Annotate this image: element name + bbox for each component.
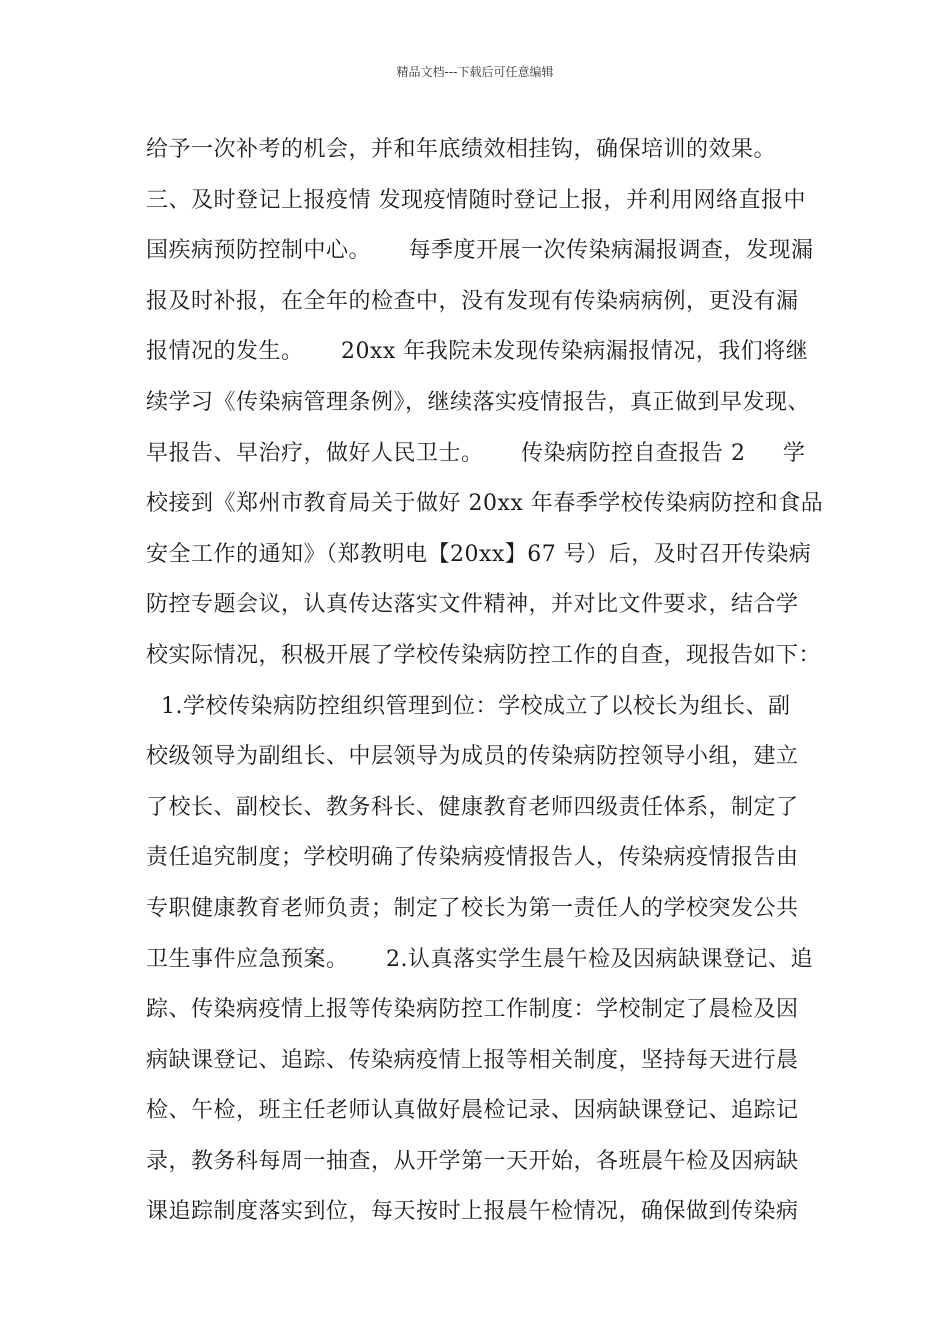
text-line: 三、及时登记上报疫情 发现疫情随时登记上报，并利用网络直报中 <box>146 187 806 213</box>
text-line: 责任追究制度；学校明确了传染病疫情报告人，传染病疫情报告由 <box>146 845 799 871</box>
text-line: 校接到《郑州市教育局关于做好 20xx 年春季学校传染病防控和食品 <box>146 491 824 517</box>
text-line: 防控专题会议，认真传达落实文件精神，并对比文件要求，结合学 <box>146 592 799 618</box>
text-line: 检、午检，班主任老师认真做好晨检记录、因病缺课登记、追踪记 <box>146 1098 799 1124</box>
document-body <box>146 125 826 1238</box>
page-header: 精品文档---下载后可任意编辑 <box>396 65 554 79</box>
text-line: 续学习《传染病管理条例》，继续落实疫情报告，真正做到早发现、 <box>146 389 811 415</box>
text-line: 了校长、副校长、教务科长、健康教育老师四级责任体系，制定了 <box>146 794 799 820</box>
text-line: 专职健康教育老师负责；制定了校长为第一责任人的学校突发公共 <box>146 895 799 921</box>
text-line: 给予一次补考的机会，并和年底绩效相挂钩，确保培训的效果。 <box>146 137 777 162</box>
text-line: 报情况的发生。 20xx 年我院未发现传染病漏报情况，我们将继 <box>146 339 809 365</box>
text-line: 早报告、早治疗，做好人民卫士。 传染病防控自查报告 2 学 <box>146 440 806 466</box>
text-line: 录，教务科每周一抽查，从开学第一天开始，各班晨午检及因病缺 <box>146 1148 799 1174</box>
text-line: 校级领导为副组长、中层领导为成员的传染病防控领导小组，建立 <box>146 744 799 770</box>
text-line: 报及时补报，在全年的检查中，没有发现有传染病病例，更没有漏 <box>146 288 799 314</box>
text-line: 国疾病预防控制中心。 每季度开展一次传染病漏报调查，发现漏 <box>146 238 814 264</box>
text-line: 病缺课登记、追踪、传染病疫情上报等相关制度，坚持每天进行晨 <box>146 1047 799 1073</box>
text-line: 卫生事件应急预案。 2.认真落实学生晨午检及因病缺课登记、追 <box>146 946 813 972</box>
text-line: 安全工作的通知》（郑教明电【20xx】67 号）后，及时召开传染病 <box>146 541 812 567</box>
text-line: 校实际情况，积极开展了学校传染病防控工作的自查，现报告如下： <box>146 642 822 668</box>
text-line: 1.学校传染病防控组织管理到位：学校成立了以校长为组长、副 <box>146 693 791 719</box>
text-line: 踪、传染病疫情上报等传染病防控工作制度：学校制定了晨检及因 <box>146 997 799 1023</box>
text-line: 课追踪制度落实到位，每天按时上报晨午检情况，确保做到传染病 <box>146 1199 799 1225</box>
